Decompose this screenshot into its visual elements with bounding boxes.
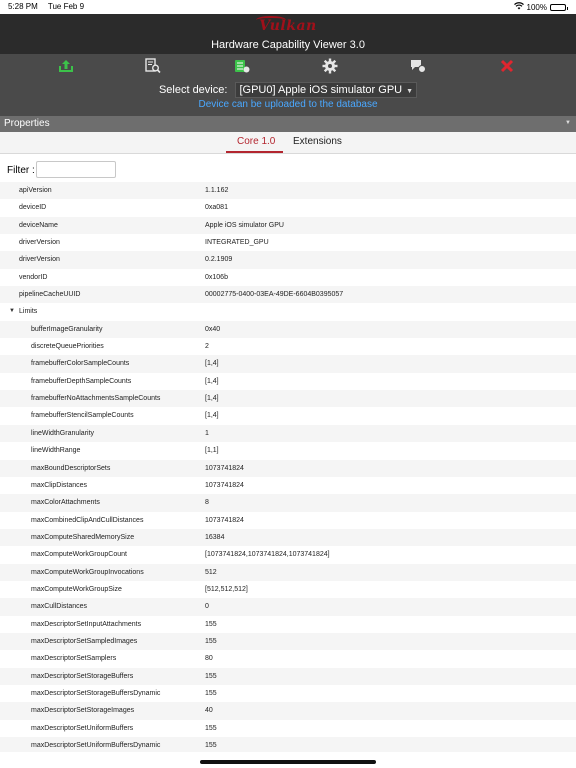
table-row	[0, 269, 576, 286]
property-key: maxComputeSharedMemorySize	[31, 533, 135, 541]
table-row	[0, 182, 576, 199]
table-row	[0, 217, 576, 234]
property-key: bufferImageGranularity	[31, 325, 103, 333]
chevron-down-icon: ▼	[406, 88, 414, 95]
search-report-icon	[145, 58, 161, 74]
property-value: Apple iOS simulator GPU	[205, 221, 284, 229]
device-dropdown[interactable]	[235, 82, 417, 98]
active-tab-indicator	[226, 151, 283, 153]
property-key: apiVersion	[19, 187, 52, 194]
property-key: deviceID	[19, 204, 47, 212]
property-value: [1,4]	[205, 412, 219, 420]
property-table	[0, 182, 576, 752]
property-value: 512	[205, 568, 217, 576]
table-row	[0, 407, 576, 424]
feedback-button[interactable]	[410, 58, 426, 74]
property-key: maxComputeWorkGroupCount	[31, 551, 127, 559]
table-row	[0, 598, 576, 615]
table-row	[0, 720, 576, 737]
filter-label: Filter :	[7, 165, 35, 176]
table-row	[0, 650, 576, 667]
table-row	[0, 581, 576, 598]
table-row	[0, 390, 576, 407]
close-icon	[500, 59, 514, 73]
property-key: maxBoundDescriptorSets	[31, 464, 111, 472]
property-key: framebufferColorSampleCounts	[31, 360, 130, 368]
table-row	[0, 234, 576, 251]
status-time: 5:28 PM	[8, 2, 38, 11]
property-key: driverVersion	[19, 239, 60, 247]
property-value: 1	[205, 429, 209, 437]
table-row	[0, 251, 576, 268]
device-label: Select device:	[158, 84, 228, 96]
table-row	[0, 425, 576, 442]
property-key: lineWidthGranularity	[31, 429, 95, 437]
property-value: 155	[205, 689, 217, 697]
property-value: 0xa081	[205, 204, 228, 212]
property-value: [1,1]	[205, 447, 219, 455]
property-value: [1,4]	[205, 360, 219, 368]
table-row	[0, 702, 576, 719]
device-selector-row	[0, 82, 576, 98]
property-key: framebufferDepthSampleCounts	[31, 377, 132, 385]
table-row	[0, 546, 576, 563]
property-key: maxComputeWorkGroupSize	[31, 585, 122, 593]
app-title: Hardware Capability Viewer 3.0	[211, 39, 365, 51]
table-row	[0, 494, 576, 511]
property-value: 0x40	[205, 325, 221, 333]
upload-button[interactable]	[58, 58, 74, 74]
property-value: 155	[205, 724, 217, 732]
property-value: 155	[205, 637, 217, 645]
database-button[interactable]	[234, 58, 250, 74]
property-key: vendorID	[19, 273, 48, 281]
property-value: INTEGRATED_GPU	[205, 239, 269, 247]
property-value: 0	[205, 603, 209, 611]
chevron-down-icon: ▼	[565, 120, 571, 126]
properties-dropdown[interactable]	[0, 116, 576, 132]
vulkan-logo: Vulkan	[259, 18, 317, 34]
property-key: maxDescriptorSetUniformBuffers	[31, 724, 134, 732]
property-value: 155	[205, 672, 217, 680]
battery-icon	[550, 4, 566, 11]
property-key: maxCombinedClipAndCullDistances	[31, 516, 144, 524]
table-row	[0, 477, 576, 494]
wifi-icon	[514, 2, 524, 12]
property-value: 8	[205, 499, 209, 507]
upload-status-link[interactable]: Device can be uploaded to the database	[198, 99, 378, 110]
table-row	[0, 737, 576, 752]
filter-input[interactable]	[36, 161, 116, 178]
property-value: 1.1.162	[205, 187, 229, 194]
property-value: 1073741824	[205, 481, 244, 489]
property-key: maxDescriptorSetStorageBuffers	[31, 672, 134, 680]
table-row	[0, 321, 576, 338]
property-key: maxDescriptorSetStorageImages	[31, 707, 135, 715]
database-icon	[234, 58, 250, 74]
gear-icon	[322, 58, 338, 74]
status-bar	[0, 0, 576, 14]
property-value: 16384	[205, 533, 225, 541]
property-value: 155	[205, 742, 217, 749]
property-key: maxDescriptorSetSampledImages	[31, 637, 138, 645]
property-key: lineWidthRange	[31, 447, 81, 455]
property-key: maxClipDistances	[31, 481, 88, 489]
tab-core-1-0[interactable]: Core 1.0	[237, 136, 276, 147]
close-button[interactable]	[499, 58, 515, 74]
table-row	[0, 373, 576, 390]
upload-icon	[58, 59, 74, 73]
table-row	[0, 355, 576, 372]
property-value: 1073741824	[205, 516, 244, 524]
device-selected-value: [GPU0] Apple iOS simulator GPU	[239, 84, 403, 96]
property-value: 155	[205, 620, 217, 628]
property-key: maxColorAttachments	[31, 499, 100, 507]
property-key: maxDescriptorSetSamplers	[31, 655, 117, 663]
property-value: [1,4]	[205, 377, 219, 385]
table-row	[0, 460, 576, 477]
tab-bar	[0, 132, 576, 154]
property-key: Limits	[19, 308, 38, 316]
property-key: maxComputeWorkGroupInvocations	[31, 568, 144, 576]
filter-row	[0, 158, 576, 180]
table-row	[0, 633, 576, 650]
table-row	[0, 338, 576, 355]
status-date: Tue Feb 9	[47, 2, 85, 11]
table-row	[0, 668, 576, 685]
property-key: framebufferStencilSampleCounts	[31, 412, 134, 420]
property-value: 40	[205, 707, 213, 715]
table-row	[0, 685, 576, 702]
table-row	[0, 286, 576, 303]
table-row	[0, 199, 576, 216]
table-row	[0, 442, 576, 459]
property-value: 0.2.1909	[205, 256, 233, 264]
property-key: driverVersion	[19, 256, 60, 264]
property-value: [1073741824,1073741824,1073741824]	[205, 551, 330, 559]
property-value: [1,4]	[205, 395, 219, 403]
settings-button[interactable]	[322, 58, 338, 74]
toolbar	[0, 54, 576, 78]
home-indicator	[200, 760, 376, 764]
device-bar	[0, 78, 576, 116]
property-key: maxDescriptorSetStorageBuffersDynamic	[31, 689, 161, 697]
property-key: maxCullDistances	[31, 603, 88, 611]
table-row	[0, 512, 576, 529]
property-key: discreteQueuePriorities	[31, 343, 104, 351]
property-value: 1073741824	[205, 464, 244, 472]
property-value: 2	[205, 343, 209, 351]
property-key: maxDescriptorSetInputAttachments	[31, 620, 142, 628]
view-report-button[interactable]	[145, 58, 161, 74]
property-value: 80	[205, 655, 213, 663]
battery-percent: 100%	[526, 2, 547, 12]
property-value: 0x106b	[205, 273, 228, 281]
expand-arrow-icon[interactable]: ▼	[9, 308, 15, 315]
property-key: maxDescriptorSetUniformBuffersDynamic	[31, 742, 161, 749]
tab-extensions[interactable]: Extensions	[293, 136, 342, 147]
chat-icon	[410, 58, 426, 74]
table-row	[0, 616, 576, 633]
table-row	[0, 564, 576, 581]
property-value: 00002775-0400-03EA-49DE-6604B0395057	[205, 291, 344, 299]
property-key: deviceName	[19, 221, 58, 229]
properties-label: Properties	[4, 118, 50, 129]
table-row	[0, 529, 576, 546]
app-header	[0, 14, 576, 54]
property-value: [512,512,512]	[205, 585, 248, 593]
group-row[interactable]	[0, 303, 576, 320]
property-key: framebufferNoAttachmentsSampleCounts	[31, 395, 161, 403]
property-key: pipelineCacheUUID	[19, 291, 81, 299]
